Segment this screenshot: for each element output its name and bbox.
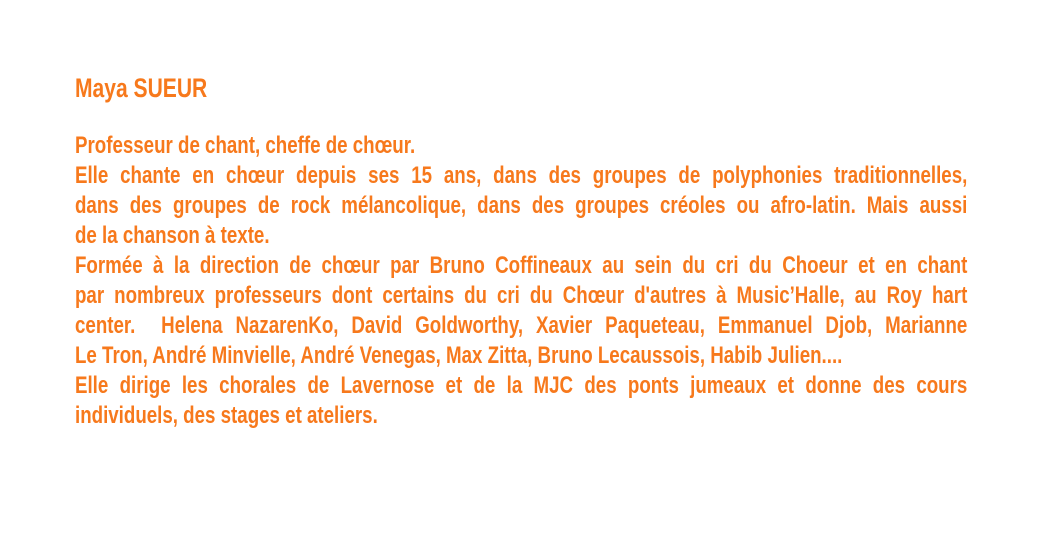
profile-name: Maya SUEUR bbox=[75, 73, 208, 103]
bio-line: Le Tron, André Minvielle, André Venegas, Max Zitta, Bruno Lecaussois, Habib Julien.... bbox=[75, 342, 843, 369]
bio-line: dans des groupes de rock mélancolique, dans des groupes créoles ou afro-latin. Mais aussi bbox=[75, 192, 968, 219]
bio-line: individuels, des stages et ateliers. bbox=[75, 402, 378, 429]
bio-line: de la chanson à texte. bbox=[75, 222, 270, 249]
bio-line: Professeur de chant, cheffe de chœur. bbox=[75, 132, 416, 159]
bio-line: Elle dirige les chorales de Lavernose et de la MJC des ponts jumeaux et donne des cours bbox=[75, 372, 968, 399]
bio-line: par nombreux professeurs dont certains du cri du Chœur d'autres à Music’Halle, au Roy hart bbox=[75, 282, 968, 309]
bio-line: Elle chante en chœur depuis ses 15 ans, dans des groupes de polyphonies traditionnelles, bbox=[75, 162, 968, 189]
bio-line: center. Helena NazarenKo, David Goldworthy, Xavier Paqueteau, Emmanuel Djob, Marianne bbox=[75, 312, 968, 339]
bio-paragraph bbox=[75, 131, 967, 431]
bio-line: Formée à la direction de chœur par Bruno Coffineaux au sein du cri du Choeur et en chant bbox=[75, 252, 968, 279]
